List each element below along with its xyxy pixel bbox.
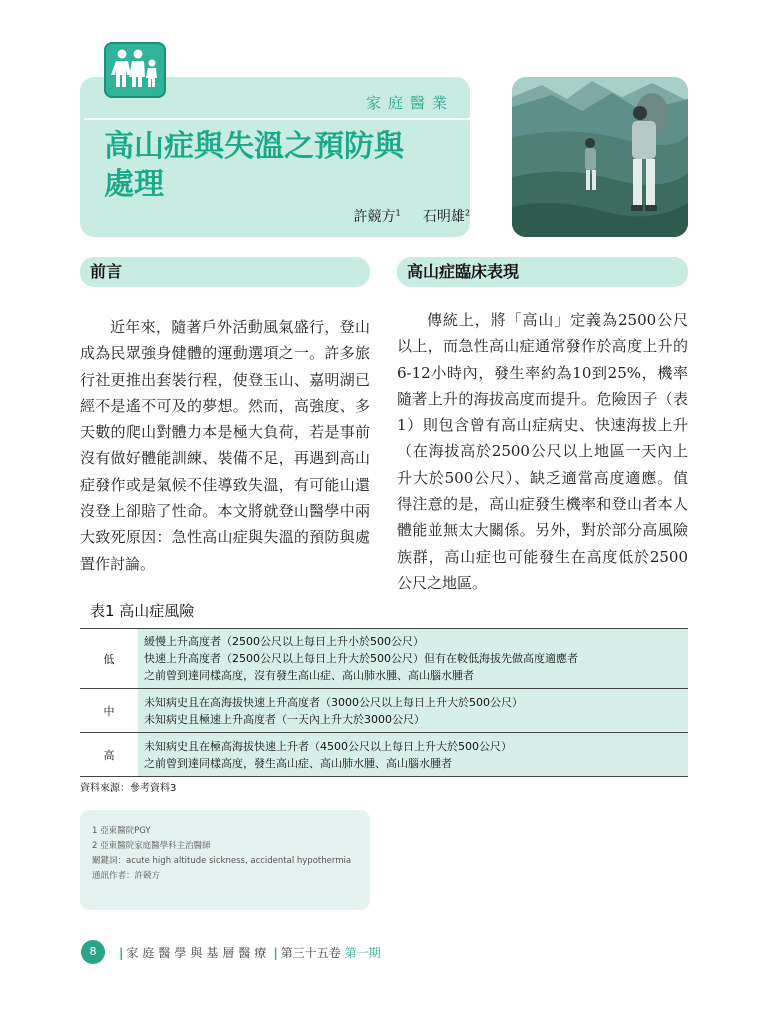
clinical-paragraph: 傳統上，將「高山」定義為2500公尺以上，而急性高山症通常發作於高度上升的6-12小時內，發生率約為10到25%，機率隨著上升的海拔高度而提升。危險因子（表1）則包含曾有高山症病史、快速海拔上升（在海拔高於2500公尺以上地區一天內上升大於500公尺）、缺乏適當高度適應。值得注意的是，高山症發生機率和登山者本人體能並無太大關係。另外，對於部分高風險族群，高山症也可能發生在高度低於2500公尺之地區。: [397, 311, 688, 592]
risk-line: 快速上升高度者（2500公尺以上每日上升大於500公尺）但有在較低海拔先做高度適應者: [144, 652, 578, 665]
family-icon: [104, 42, 166, 98]
volume: 第三十五卷: [280, 946, 341, 960]
risk-line: 之前曾到達同樣高度，沒有發生高山症、高山肺水腫、高山腦水腫者: [144, 669, 474, 682]
table-title: 表1 高山症風險: [90, 602, 195, 620]
risk-description: [138, 629, 688, 689]
header-divider: [84, 118, 470, 120]
page-title: [104, 128, 444, 204]
footnote-corresponding: [92, 869, 358, 884]
author-2-affiliation: 2: [464, 208, 470, 218]
title-line-1: 高山症與失溫之預防與: [104, 129, 404, 164]
risk-line: 未知病史且在極高海拔快速上升者（4500公尺以上每日上升大於500公尺）: [144, 739, 512, 753]
table-row: [80, 733, 688, 777]
risk-description: [138, 733, 688, 777]
risk-level-high: 高: [80, 733, 138, 777]
risk-level-low: 低: [80, 629, 138, 689]
footnote-affiliation-2: 2 亞東醫院家庭醫學科主治醫師: [92, 841, 211, 851]
table-row: [80, 689, 688, 733]
risk-line: 未知病史且在高海拔快速上升高度者（3000公尺以上每日上升大於500公尺）: [144, 695, 523, 709]
risk-line: 之前曾到達同樣高度，發生高山症、高山肺水腫、高山腦水腫者: [144, 756, 452, 770]
section-heading-intro: 前言: [80, 257, 370, 287]
corresponding-label: 通訊作者：: [92, 871, 135, 881]
title-line-2: 處理: [104, 167, 164, 202]
footer: | 家庭醫學與基層醫療 | 第三十五卷 第一期: [119, 946, 381, 960]
table-row: [80, 629, 688, 689]
risk-line: 未知病史且極速上升高度者（一天內上升大於3000公尺）: [144, 712, 425, 726]
corresponding-value: 許競方: [134, 871, 161, 881]
author-2: 石明雄: [422, 209, 465, 225]
risk-line: 緩慢上升高度者（2500公尺以上每日上升小於500公尺）: [144, 635, 424, 648]
keywords-label: 關鍵詞：: [92, 856, 127, 866]
hikers-photo: [512, 77, 688, 237]
authors: [300, 206, 470, 226]
issue: 第一期: [344, 946, 381, 960]
author-1-affiliation: 1: [395, 208, 401, 218]
risk-level-medium: 中: [80, 689, 138, 733]
risk-description: [138, 689, 688, 733]
footnote-keywords: [92, 854, 358, 869]
journal-name: 家庭醫學與基層醫療: [126, 946, 271, 960]
section-heading-clinical: 高山症臨床表現: [397, 257, 688, 287]
footnote-box: [80, 810, 370, 910]
footnote-affiliation-1: 1 亞東醫院PGY: [92, 826, 151, 836]
table-source: 資料來源：參考資料3: [80, 783, 177, 794]
page-number: 8: [81, 940, 105, 964]
keywords-value: acute high altitude sickness, accidental hypothermia: [126, 856, 352, 866]
intro-paragraph: 近年來，隨著戶外活動風氣盛行，登山成為民眾強身健體的運動選項之一。許多旅行社更推出套裝行程，使登玉山、嘉明湖已經不是遙不可及的夢想。然而，高強度、多天數的爬山對體力本是極大負荷，若是事前沒有做好體能訓練、裝備不足，再遇到高山症發作或是氣候不佳導致失溫，有可能山還沒登上卻賠了性命。本文將就登山醫學中兩大致死原因：急性高山症與失溫的預防與處置作討論。: [80, 318, 370, 573]
risk-table: [80, 628, 688, 777]
category-label: 家庭醫業: [366, 94, 455, 112]
author-1: 許競方: [353, 209, 396, 225]
